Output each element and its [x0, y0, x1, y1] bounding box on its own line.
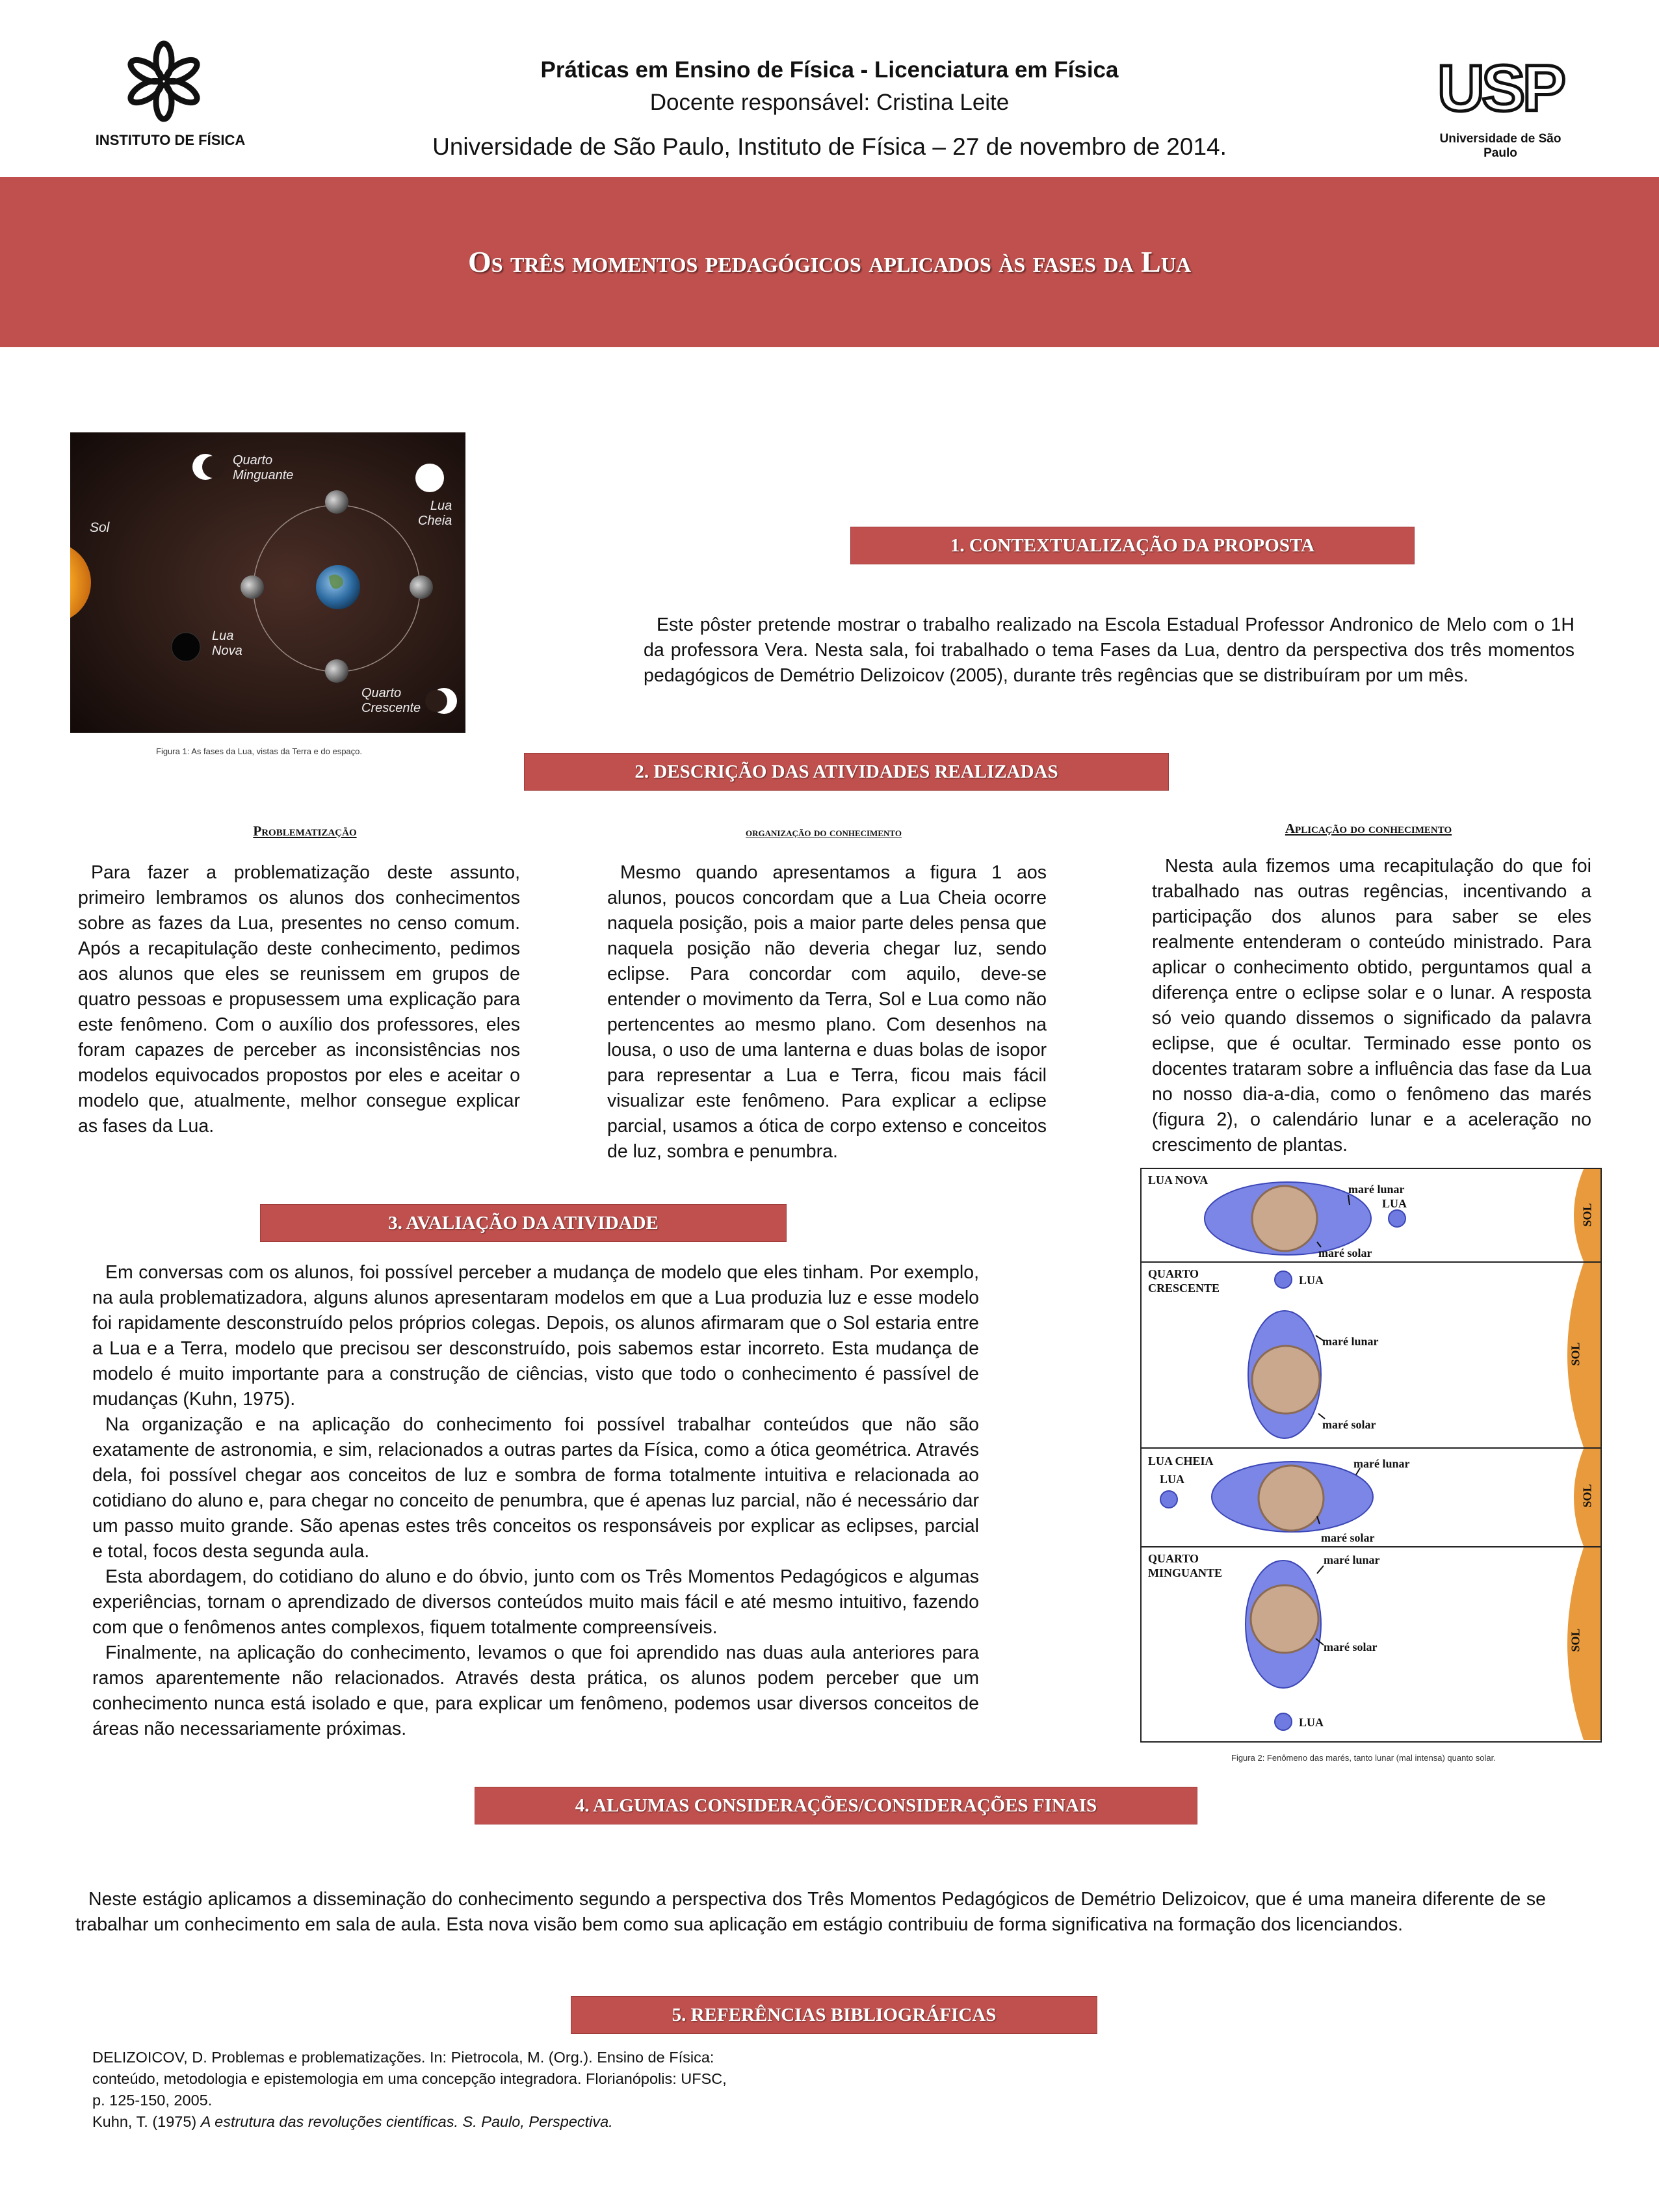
tide-lua: LUA — [1382, 1197, 1407, 1210]
col-aplicacao-title: Aplicação do conhecimento — [1285, 821, 1452, 836]
poster-teacher: Docente responsável: Cristina Leite — [649, 90, 1010, 115]
section-2-heading: 2. DESCRIÇÃO DAS ATIVIDADES REALIZADAS — [524, 753, 1169, 791]
col-aplicacao-text: Nesta aula fizemos uma recapitulação do que foi trabalhado nas outras regências, incentivando a participação dos alunos para saber se eles realmente entenderam o conteúdo ministrado. Para aplicar o conhecimento obtido, perguntamos qual a diferença entre o eclipse solar e o lunar. A resposta só veio quando dissemos o significado da palavra eclipse, que é ocultar. Terminado esse ponto os docentes trataram sobre a influência das fase da Lua no nosso dia-a-dia, como o fenômeno das marés (figura 2), o calendário lunar e a aceleração no crescimento de plantas. — [1152, 856, 1591, 1155]
full-moon-icon — [415, 464, 444, 492]
tide-mare-solar: maré solar — [1324, 1640, 1378, 1653]
section-4-text: Neste estágio aplicamos a disseminação do conhecimento segundo a perspectiva dos Três Momentos Pedagógicos de Demétrio Delizoicov, que é uma maneira diferente de se trabalhar um conhecimento em sala de aula. Esta nova visão bem como sua aplicação em estágio contribuiu de forma significativa na formação dos licenciandos. — [75, 1889, 1546, 1935]
col-organizacao-title: organização do conhecimento — [746, 826, 902, 839]
tide-phase-label: LUA CHEIA — [1148, 1455, 1214, 1468]
tide-mare-lunar: maré lunar — [1353, 1457, 1410, 1470]
col-problematizacao-title: Problematização — [253, 823, 357, 839]
tide-panel-lua-cheia — [1142, 1449, 1600, 1547]
reference-kuhn: Kuhn, T. (1975) A estrutura das revoluções científicas. S. Paulo, Perspectiva. — [92, 2113, 613, 2130]
tide-mare-lunar: maré lunar — [1324, 1553, 1380, 1566]
section-3-text — [92, 1260, 979, 1742]
references-list — [92, 2047, 727, 2133]
section-5-heading: 5. REFERÊNCIAS BIBLIOGRÁFICAS — [571, 1996, 1097, 2034]
section-1-heading: 1. CONTEXTUALIZAÇÃO DA PROPOSTA — [850, 527, 1415, 564]
title-banner — [0, 177, 1659, 347]
figure-1-moon-phases — [70, 432, 465, 733]
tide-phase-label: QUARTO MINGUANTE — [1148, 1552, 1223, 1579]
poster-university-date: Universidade de São Paulo, Instituto de Física – 27 de novembro de 2014. — [432, 133, 1227, 160]
figure-1-caption: Figura 1: As fases da Lua, vistas da Terra e do espaço. — [156, 746, 363, 756]
institute-logo-label: INSTITUTO DE FÍSICA — [95, 132, 246, 148]
section-3-heading: 3. AVALIAÇÃO DA ATIVIDADE — [260, 1204, 787, 1242]
tide-sol: SOL — [1580, 1203, 1594, 1227]
label-lua-cheia: Lua Cheia — [418, 499, 452, 528]
poster-title: Os três momentos pedagógicos aplicados às fases da Lua — [467, 245, 1192, 278]
tide-panel-quarto-crescente — [1142, 1263, 1600, 1449]
section-4-heading: 4. ALGUMAS CONSIDERAÇÕES/CONSIDERAÇÕES FINAIS — [475, 1787, 1197, 1824]
figure-2-tides — [1140, 1168, 1602, 1743]
tide-sol: SOL — [1569, 1628, 1582, 1652]
tide-phase-label: LUA NOVA — [1148, 1174, 1208, 1187]
new-moon-icon — [172, 633, 200, 661]
section-3-paragraph: Finalmente, na aplicação do conhecimento, levamos o que foi aprendido nas duas aula anteriores para ramos aparentemente não relacionados. Através desta prática, os alunos podem perceber que um conhecimento nunca está isolado e que, para explicar um fenômeno, podemos usar diversos conceitos de áreas não necessariamente próximas. — [92, 1642, 979, 1739]
tide-sol: SOL — [1580, 1484, 1594, 1508]
tide-phase-label: QUARTO CRESCENTE — [1148, 1267, 1220, 1295]
tide-mare-lunar: maré lunar — [1348, 1183, 1405, 1196]
reference-line: p. 125-150, 2005. — [92, 2092, 213, 2109]
usp-logo-subtitle: Universidade de São Paulo — [1439, 132, 1561, 160]
figure-2-caption: Figura 2: Fenômeno das marés, tanto lunar (mal intensa) quanto solar. — [1231, 1753, 1496, 1763]
label-quarto-minguante: Quarto Minguante — [233, 453, 294, 482]
tide-lua: LUA — [1160, 1473, 1185, 1486]
tide-mare-solar: maré solar — [1318, 1246, 1372, 1259]
reference-line: DELIZOICOV, D. Problemas e problematizações. In: Pietrocola, M. (Org.). Ensino de Física: — [92, 2049, 714, 2066]
section-3-paragraph: Na organização e na aplicação do conhecimento foi possível trabalhar conteúdos que não são exatamente de astronomia, e sim, relacionados a outras partes da Física, como a ótica geométrica. Através dela, foi possível chegar aos conceitos de luz e sombra de forma totalmente intuitiva e relacionada ao cotidiano do aluno e, para chegar no conceito de penumbra, que é apenas luz parcial, não é necessário dar um passo muito grande. São apenas estes três conceitos os responsáveis por explicar as eclipses, parcial e total, focos desta segunda aula. — [92, 1414, 979, 1562]
reference-line: conteúdo, metodologia e epistemologia em uma concepção integradora. Florianópolis: UFSC, — [92, 2070, 727, 2087]
label-lua-nova: Lua Nova — [212, 629, 242, 658]
usp-logo-wordmark: USP — [1437, 52, 1563, 125]
poster-course-title: Práticas em Ensino de Física - Licenciatura em Física — [540, 57, 1119, 83]
col-organizacao-text: Mesmo quando apresentamos a figura 1 aos alunos, poucos concordam que a Lua Cheia ocorre naquela posição, pois a maior parte deles pensa que naquela posição não deveria chegar luz, sendo eclipse. Para concordar com aquilo, deve-se entender o movimento da Terra, Sol e Lua como não pertencentes ao mesmo plano. Com desenhos na lousa, o uso de uma lanterna e duas bolas de isopor para representar a Lua e Terra, ficou mais fácil visualizar este fenômeno. Para explicar a eclipse parcial, usamos a ótica de corpo extenso e conceitos de luz, sombra e penumbra. — [607, 862, 1047, 1162]
tide-mare-solar: maré solar — [1322, 1418, 1376, 1431]
tide-lua: LUA — [1299, 1274, 1324, 1287]
label-sol: Sol — [90, 520, 110, 535]
tide-mare-solar: maré solar — [1321, 1531, 1375, 1544]
section-1-text: Este pôster pretende mostrar o trabalho realizado na Escola Estadual Professor Andronico de Melo com o 1H da professora Vera. Nesta sala, foi trabalhado o tema Fases da Lua, dentro da perspectiva dos três momentos pedagógicos de Demétrio Delizoicov (2005), durante três regências que se distribuíram por um mês. — [644, 614, 1574, 686]
label-quarto-crescente: Quarto Crescente — [361, 686, 421, 715]
tide-mare-lunar: maré lunar — [1322, 1335, 1379, 1348]
tide-panel-lua-nova — [1142, 1169, 1600, 1263]
section-3-paragraph: Esta abordagem, do cotidiano do aluno e do óbvio, junto com os Três Momentos Pedagógicos e algumas experiências, tornam o aprendizado de diversos conteúdos muito mais fácil e até mesmo intuitivo, fazendo com que o fenômenos antes complexos, fiquem totalmente compreensíveis. — [92, 1566, 979, 1638]
tide-sol: SOL — [1569, 1342, 1582, 1366]
tide-panel-quarto-minguante — [1142, 1547, 1600, 1740]
section-3-paragraph: Em conversas com os alunos, foi possível perceber a mudança de modelo que eles tinham. Por exemplo, na aula problematizadora, alguns alunos apresentaram modelos em que a Lua produzia luz e esse modelo foi rapidamente desconstruído pelos próprios colegas. Depois, os alunos afirmaram que o Sol estaria entre a Lua e a Terra, modelo que precisou ser desconstruído, pois sabemos estar incorreto. Esta mudança de modelo é muito importante para a construção de ciências, visto que todo o conhecimento é passível de mudanças (Kuhn, 1975). — [92, 1262, 979, 1410]
tide-lua: LUA — [1299, 1716, 1324, 1729]
usp-logo — [1422, 52, 1578, 160]
col-problematizacao-text: Para fazer a problematização deste assunto, primeiro lembramos os alunos dos conhecimentos sobre as fazes da Lua, presentes no censo comum. Após a recapitulação deste conhecimento, pedimos aos alunos que eles se reunissem em grupos de quatro pessoas e propusessem uma explicação para este fenômeno. Com o auxílio dos professores, eles foram capazes de perceber as inconsistências nos modelos equivocados propostos por eles e aceitar o modelo que, atualmente, melhor consegue explicar as fases da Lua. — [78, 862, 520, 1137]
